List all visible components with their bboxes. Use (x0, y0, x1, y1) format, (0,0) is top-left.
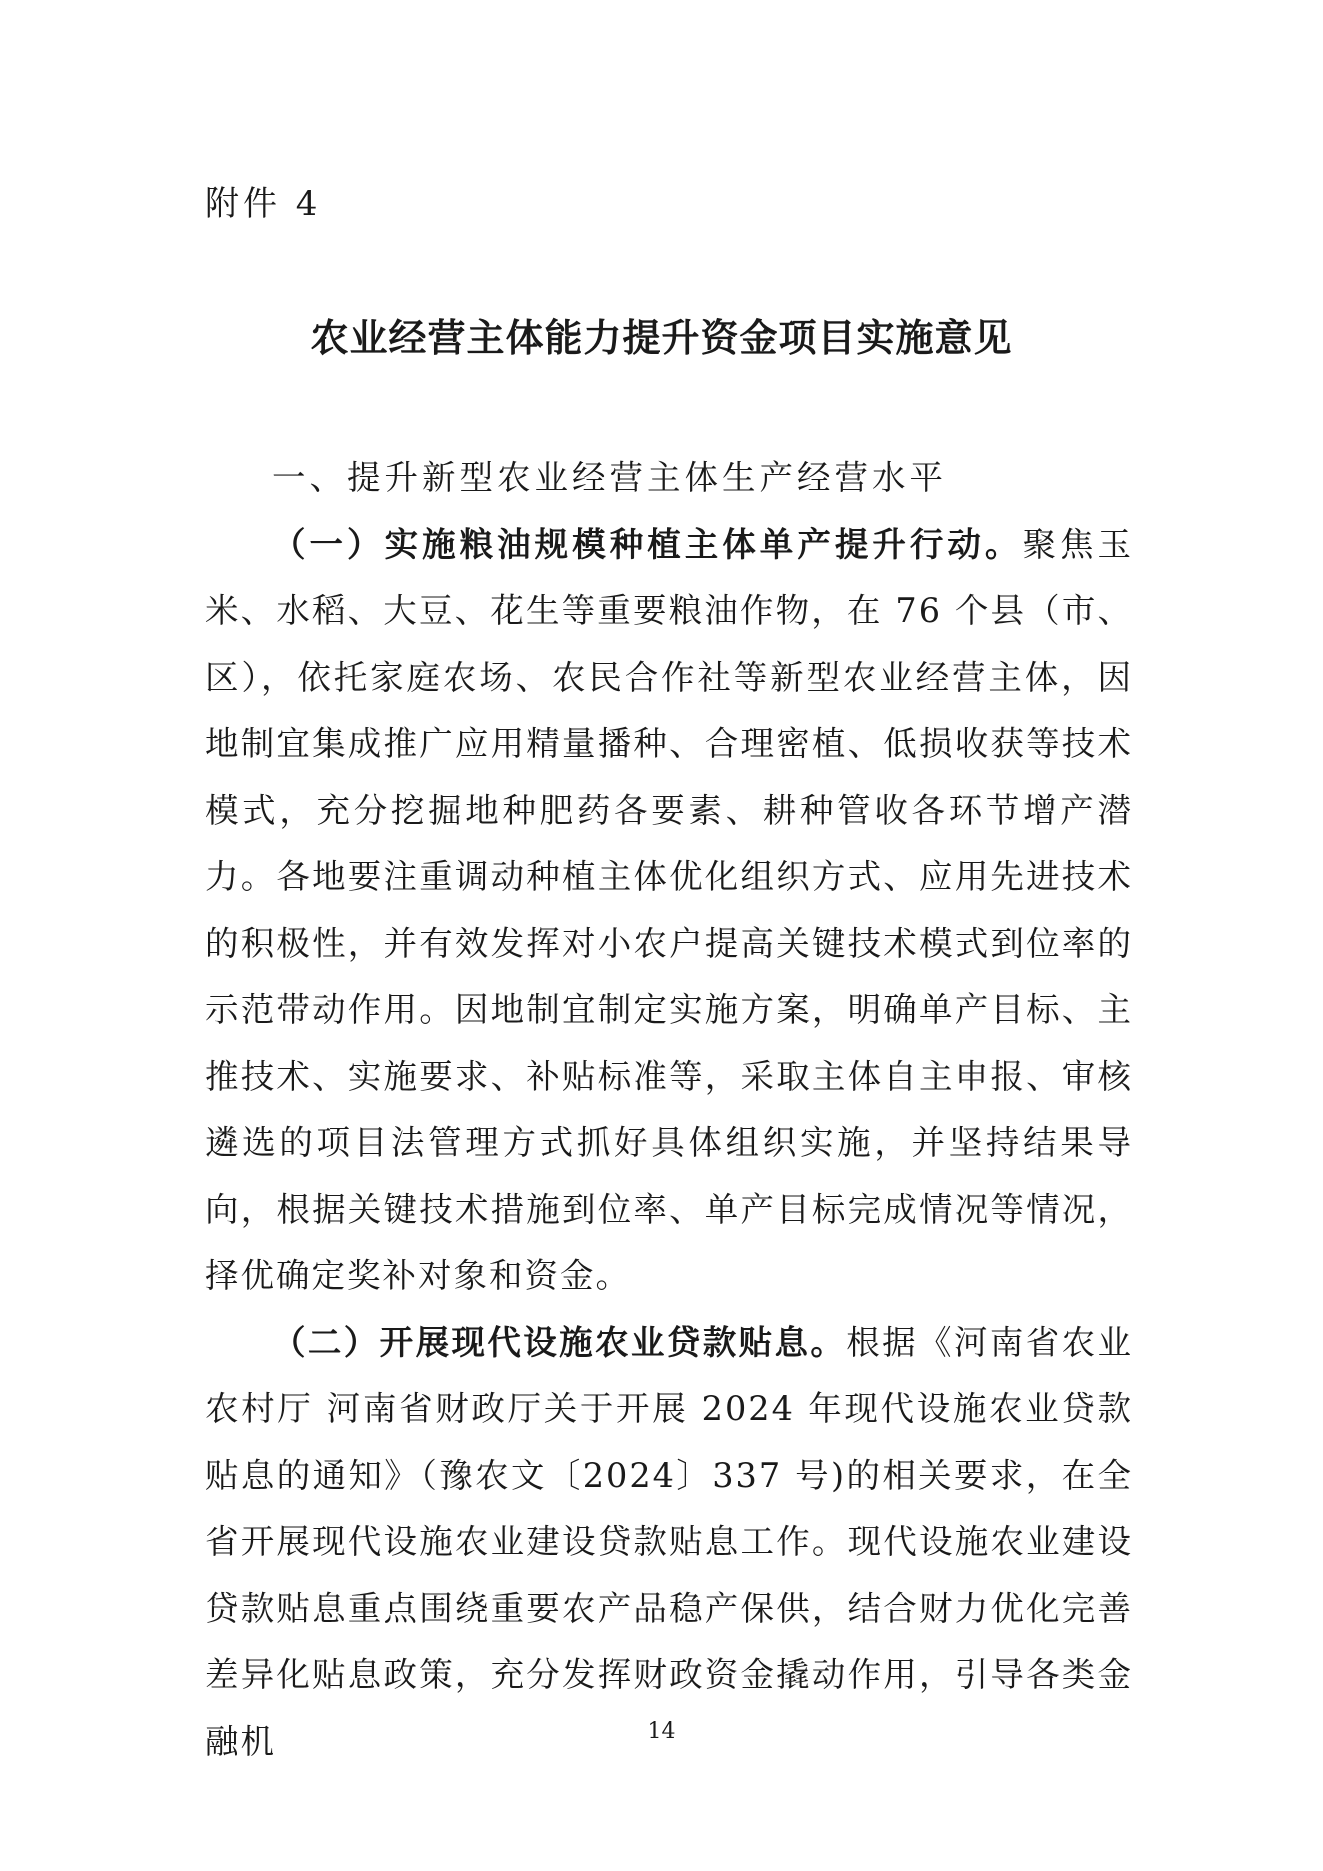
item-1-text: 聚焦玉米、水稻、大豆、花生等重要粮油作物，在 76 个县（市、区），依托家庭农场、农民合作社等新型农业经营主体，因地制宜集成推广应用精量播种、合理密植、低损收获等技术模式，充分挖掘地种肥药各要素、耕种管收各环节增产潜力。各地要注重调动种植主体优化组织方式、应用先进技术的积极性，并有效发挥对小农户提高关键技术模式到位率的示范带动作用。因地制宜制定实施方案，明确单产目标、主推技术、实施要求、补贴标准等，采取主体自主申报、审核遴选的项目法管理方式抓好具体组织实施，并坚持结果导向，根据关键技术措施到位率、单产目标完成情况等情况，择优确定奖补对象和资金。 (205, 524, 1134, 1295)
section-heading: 一、提升新型农业经营主体生产经营水平 (272, 458, 947, 497)
paragraph-item-2 (205, 1310, 1133, 1776)
document-body (205, 445, 1133, 1775)
page-number: 14 (647, 1719, 676, 1744)
item-2-lead: （二）开展现代设施农业贷款贴息。 (272, 1322, 847, 1362)
attachment-label: 附件 4 (205, 184, 322, 224)
document-title: 农业经营主体能力提升资金项目实施意见 (310, 316, 1013, 360)
item-1-lead: （一）实施粮油规模种植主体单产提升行动。 (272, 524, 1023, 564)
paragraph-item-1 (205, 512, 1133, 1310)
item-2-text: 根据《河南省农业农村厅 河南省财政厅关于开展 2024 年现代设施农业贷款贴息的通知》（豫农文〔2024〕337 号)的相关要求，在全省开展现代设施农业建设贷款贴息工作。现代设施农业建设贷款贴息重点围绕重要农产品稳产保供，结合财力优化完善差异化贴息政策，充分发挥财政资金撬动作用，引导各类金融机 (205, 1322, 1134, 1761)
